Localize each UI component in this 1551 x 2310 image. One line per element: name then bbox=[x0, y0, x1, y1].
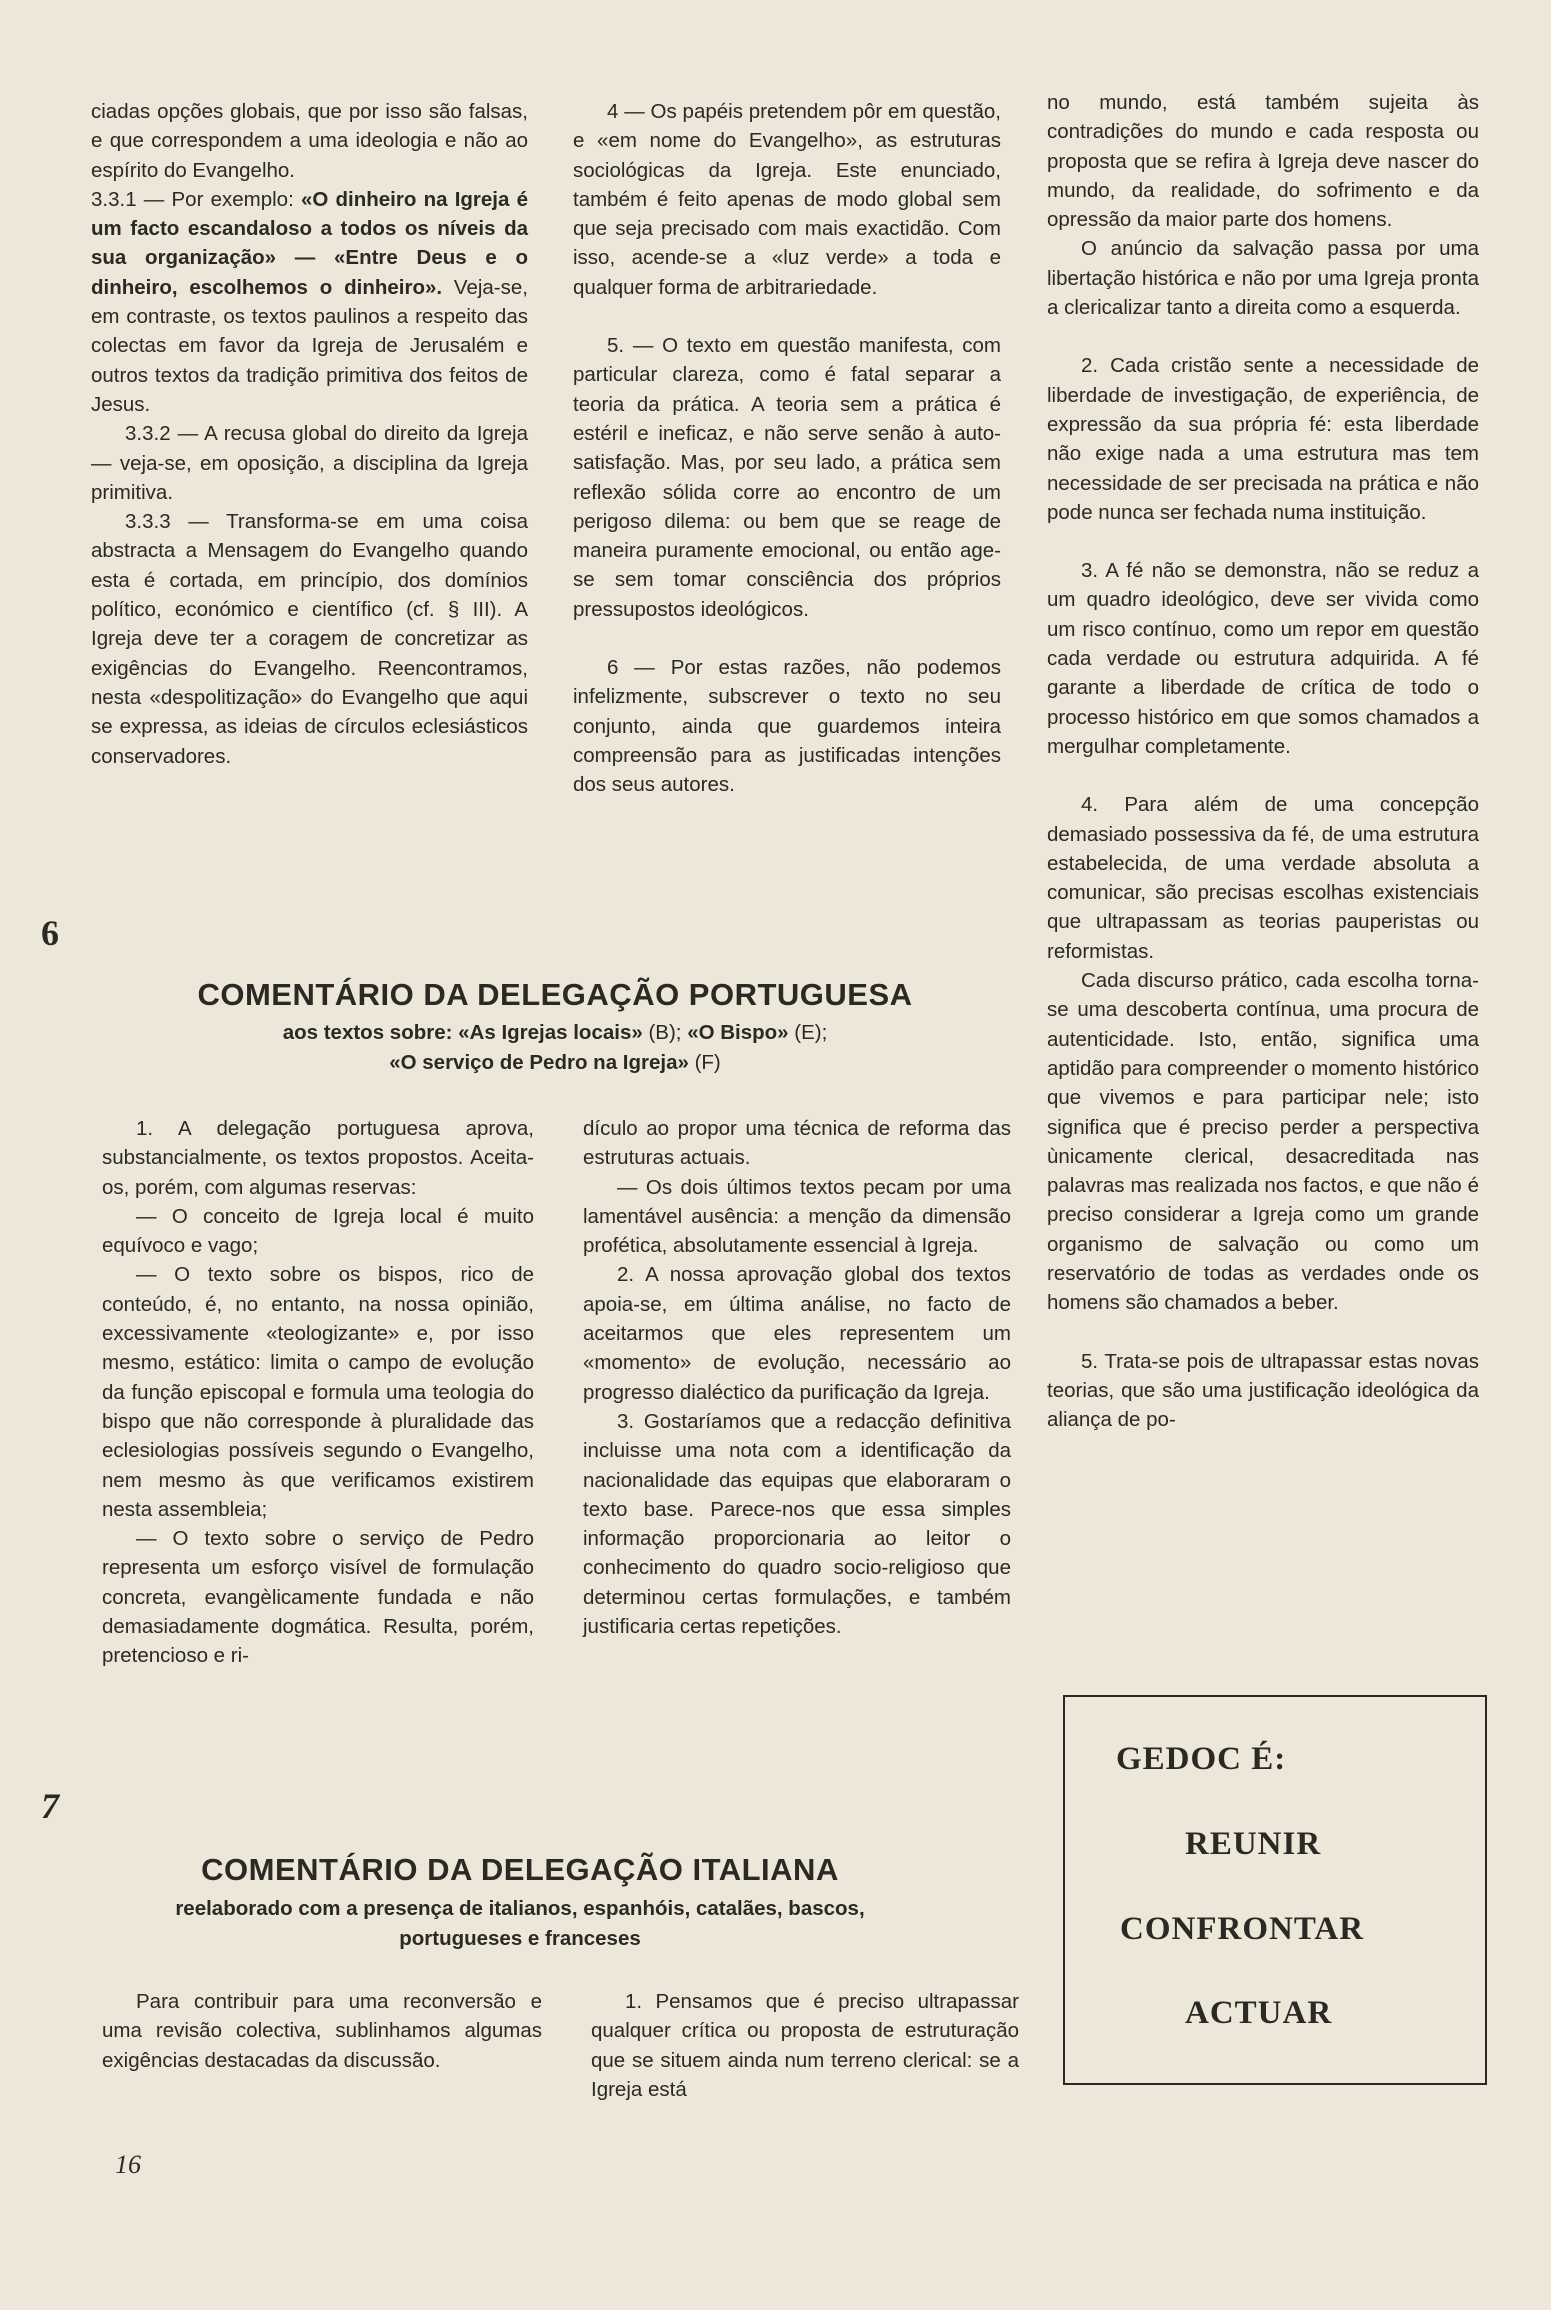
page-number: 16 bbox=[115, 2150, 141, 2179]
paragraph: 3.3.2 — A recusa global do direito da Igreja — veja-se, em oposição, a disciplina da Igreja primitiva. bbox=[91, 422, 528, 504]
section-6-title: COMENTÁRIO DA DELEGAÇÃO PORTUGUESA bbox=[197, 977, 913, 1012]
section-7-subtitle: reelaborado com a presença de italianos, espanhóis, catalães, bascos, portugueses e franceses bbox=[175, 1897, 865, 1950]
paragraph: 1. Pensamos que é preciso ultrapassar qualquer crítica ou proposta de estruturação que se situem ainda num terreno clerical: se a Igreja está bbox=[591, 1990, 1019, 2101]
paragraph: 3. A fé não se demonstra, não se reduz a um quadro ideológico, deve ser vivida como um risco contínuo, como um repor em questão cada verdade ou estrutura adquirida. A fé garante a liberdade de crítica de todo o processo histórico em que somos chamados a mergulhar completamente. bbox=[1047, 559, 1479, 758]
paragraph: 4. Para além de uma concepção demasiado possessiva da fé, de uma estrutura estabelecida, de uma verdade absoluta a comunicar, são precisas escolhas existenciais que ultrapassam as teorias pauperistas ou reformistas. bbox=[1047, 793, 1479, 963]
section-7-number: 7 bbox=[41, 1786, 59, 1826]
section-6-number: 6 bbox=[41, 913, 59, 953]
paragraph: ciadas opções globais, que por isso são falsas, e que correspondem a uma ideologia e não ao espírito do Evangelho. bbox=[91, 100, 528, 182]
section-7-title: COMENTÁRIO DA DELEGAÇÃO ITALIANA bbox=[201, 1852, 839, 1887]
paragraph: 3. Gostaríamos que a redacção definitiva incluisse uma nota com a identificação da nacionalidade das equipas que elaboraram o texto base. Parece-nos que essa simples informação proporcionaria ao leitor o conhecimento do quadro socio-religioso que determinou certas formulações, e também justificaria certas repetições. bbox=[583, 1409, 1011, 1639]
paragraph: Cada discurso prático, cada escolha torna-se uma descoberta contínua, uma procura de autenticidade. Isto, então, significa uma aptidão para compreender o momento histórico que vivemos e para participar nele; isto significa que é preciso perder a perspectiva ùnicamente clerical, desacreditada nas palavras mas realizada nos factos, e que não é preciso considerar a Igreja como um grande organismo de salvação ou como um reservatório de todas as verdades onde os homens são chamados a beber. bbox=[1047, 969, 1479, 1315]
paragraph: dículo ao propor uma técnica de reforma das estruturas actuais. bbox=[583, 1117, 1011, 1170]
paragraph: 2. Cada cristão sente a necessidade de liberdade de investigação, de experiência, de expressão da sua própria fé: esta liberdade não exige nada a uma estrutura mas tem necessidade de ser precisada na prática e não pode nunca ser fechada numa instituição. bbox=[1047, 354, 1479, 524]
gedoc-box bbox=[1063, 1695, 1487, 2085]
paragraph: 4 — Os papéis pretendem pôr em questão, e «em nome do Evangelho», as estruturas sociológicas da Igreja. Este enunciado, também é feito apenas de modo global sem que seja precisado com mais exactidão. Com isso, acende-se a «luz verde» a toda e qualquer forma de arbitrariedade. bbox=[573, 100, 1001, 299]
paragraph: 1. A delegação portuguesa aprova, substancialmente, os textos propostos. Aceita-os, porém, com algumas reservas: bbox=[102, 1117, 534, 1199]
section-7-column-2 bbox=[591, 1987, 1019, 2104]
section-6-subtitle: aos textos sobre: «As Igrejas locais» (B); «O Bispo» (E); «O serviço de Pedro na Igreja» (F) bbox=[282, 1021, 828, 1074]
top-column-1 bbox=[91, 97, 528, 771]
paragraph: — O texto sobre os bispos, rico de conteúdo, é, no entanto, na nossa opinião, excessivamente «teologizante» e, por isso mesmo, estático: limita o campo de evolução da função episcopal e formula uma teologia do bispo que não corresponde à pluralidade das eclesiologias possíveis segundo o Evangelho, nem mesmo às que verificamos existirem nesta assembleia; bbox=[102, 1263, 534, 1521]
paragraph: 5. — O texto em questão manifesta, com particular clareza, como é fatal separar a teoria da prática. A teoria sem a prática é estéril e ineficaz, e não serve senão à auto-satisfação. Mas, por seu lado, a prática sem reflexão sólida corre ao encontro de um perigoso dilema: ou bem que se reage de maneira puramente emocional, ou então age-se sem tomar consciência dos próprios pressupostos ideológicos. bbox=[573, 334, 1001, 621]
paragraph: 3.3.1 — Por exemplo: «O dinheiro na Igreja é um facto escandaloso a todos os níveis da sua organização» — «Entre Deus e o dinheiro, escolhemos o dinheiro». Veja-se, em contraste, os textos paulinos a respeito das colectas em favor da Igreja de Jerusalém e outros textos da tradição primitiva dos feitos de Jesus. bbox=[91, 187, 528, 416]
paragraph: Para contribuir para uma reconversão e uma revisão colectiva, sublinhamos algumas exigências destacadas da discussão. bbox=[102, 1990, 542, 2072]
paragraph: 2. A nossa aprovação global dos textos apoia-se, em última análise, no facto de aceitarmos que eles representem um «momento» de evolução, necessário ao progresso dialéctico da purificação da Igreja. bbox=[583, 1263, 1011, 1404]
right-column bbox=[1047, 88, 1479, 1434]
paragraph: — O conceito de Igreja local é muito equívoco e vago; bbox=[102, 1204, 534, 1258]
section-6-column-2 bbox=[583, 1114, 1011, 1641]
section-6-column-1 bbox=[102, 1114, 534, 1671]
paragraph: no mundo, está também sujeita às contradições do mundo e cada resposta ou proposta que se refira à Igreja deve nascer do mundo, da realidade, do sofrimento e da opressão da maior parte dos homens. bbox=[1047, 91, 1479, 232]
paragraph: — Os dois últimos textos pecam por uma lamentável ausência: a menção da dimensão profética, absolutamente essencial à Igreja. bbox=[583, 1175, 1011, 1258]
paragraph: 3.3.3 — Transforma-se em uma coisa abstracta a Mensagem do Evangelho quando esta é cortada, em princípio, dos domínios político, económico e científico (cf. § III). A Igreja deve ter a coragem de concretizar as exigências do Evangelho. Reencontramos, nesta «despolitização» do Evangelho que aqui se expressa, as ideias de círculos eclesiásticos conservadores. bbox=[91, 510, 528, 768]
top-column-2 bbox=[573, 97, 1001, 800]
paragraph: 6 — Por estas razões, não podemos infelizmente, subscrever o texto no seu conjunto, ainda que guardemos inteira compreensão para as justificadas intenções dos seus autores. bbox=[573, 656, 1001, 797]
gedoc-line-4: ACTUAR bbox=[1185, 1995, 1333, 2031]
gedoc-line-3: CONFRONTAR bbox=[1120, 1911, 1365, 1947]
gedoc-line-2: REUNIR bbox=[1185, 1826, 1322, 1862]
paragraph: — O texto sobre o serviço de Pedro representa um esforço visível de formulação concreta, evangèlicamente fundada e não demasiadamente dogmática. Resulta, porém, pretencioso e ri- bbox=[102, 1527, 534, 1668]
gedoc-line-1: GEDOC É: bbox=[1116, 1741, 1287, 1777]
paragraph: O anúncio da salvação passa por uma libertação histórica e não por uma Igreja pronta a clericalizar tanto a direita como a esquerda. bbox=[1047, 237, 1479, 320]
section-7-column-1 bbox=[102, 1987, 542, 2075]
paragraph: 5. Trata-se pois de ultrapassar estas novas teorias, que são uma justificação ideológica da aliança de po- bbox=[1047, 1349, 1479, 1432]
